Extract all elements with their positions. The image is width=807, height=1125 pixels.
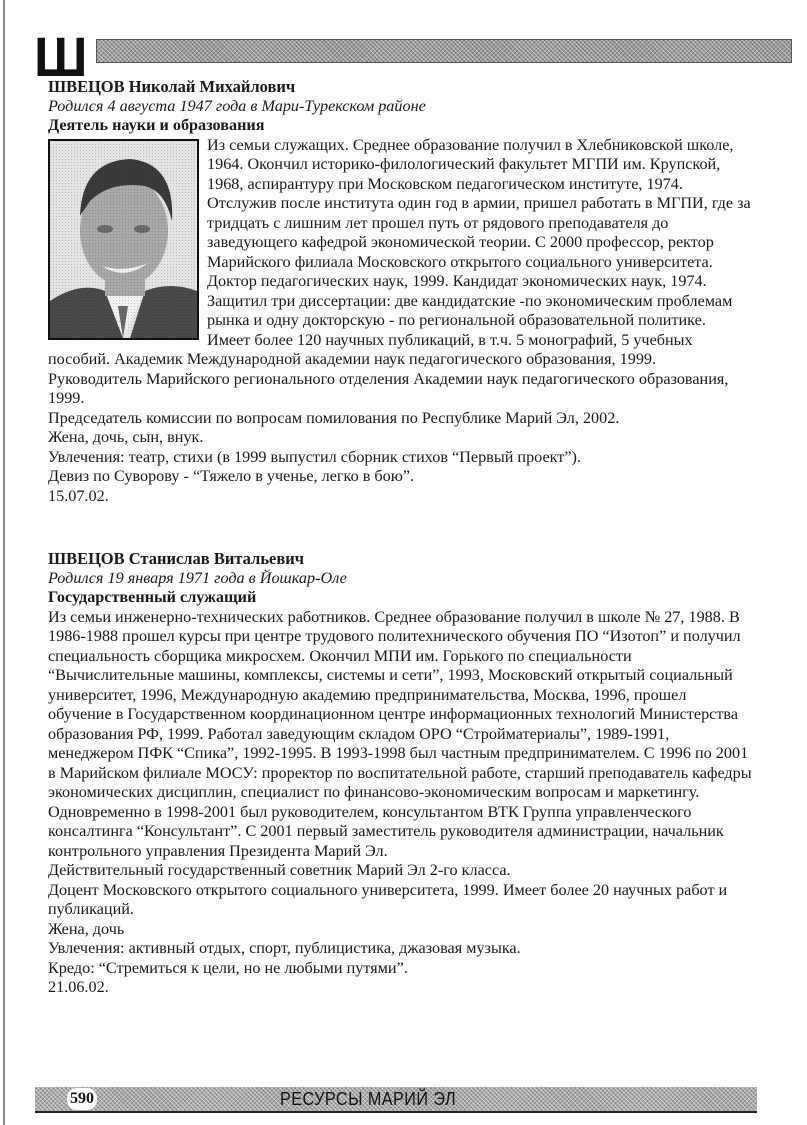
birth-info: Родился 4 августа 1947 года в Мари-Турекском районе <box>48 96 426 115</box>
bio-family: Жена, дочь <box>48 919 125 938</box>
person-role: Государственный служащий <box>48 588 257 606</box>
section-letter: Ш <box>34 25 88 88</box>
biography-entry <box>48 77 753 506</box>
bio-paragraph: Доцент Московского открытого социального университета, 1999. Имеет более 20 научных работ и публикаций. <box>48 880 728 918</box>
header-hatch-bar <box>96 39 792 63</box>
bio-paragraph: Председатель комиссии по вопросам помилования по Республике Марий Эл, 2002. <box>48 408 620 427</box>
person-role: Деятель науки и образования <box>48 116 265 134</box>
bio-paragraph: Из семьи инженерно-технических работников. Среднее образование получил в школе № 27, 1988. В 1986-1988 прошел курсы при центре трудового политехнического обучения ПО “Изотоп” и получил специальность сборщика микросхем. Окончил МПИ им. Горького по специальности “Вычислительные машины, комплексы, системы и сети”, 1993, Московский открытый социальный университет, 1996, Международную академию предпринимательства, Москва, 1996, прошел обучение в Государственном координационном центре информационных технологий Министерства образования РФ, 1999. Работал заведующим складом ОРО “Стройматериалы”, 1989-1991, менеджером ПФК “Спика”, 1992-1995. В 1993-1998 был частным предпринимателем. С 1996 по 2001 в Марийском филиале МОСУ: проректор по воспитательной работе, старший преподаватель кафедры экономических дисциплин, специалист по финансово-экономическим вопросам и маркетингу. Одновременно в 1998-2001 был руководителем, консультантом ВТК Группа управленческого консалтинга “Консультант”. С 2001 первый заместитель руководителя администрации, начальник контрольного управления Президента Марий Эл. <box>48 607 752 860</box>
footer-title: РЕСУРСЫ МАРИЙ ЭЛ <box>280 1089 457 1109</box>
bio-date: 15.07.02. <box>48 486 109 505</box>
birth-info: Родился 19 января 1971 года в Йошкар-Оле <box>48 568 347 587</box>
person-name: ШВЕЦОВ Николай Михайлович <box>48 77 296 96</box>
person-name: ШВЕЦОВ Станислав Витальевич <box>48 549 305 568</box>
bio-paragraph: Действительный государственный советник Марий Эл 2-го класса. <box>48 861 511 879</box>
scan-edge-line <box>3 0 5 1125</box>
bio-motto: Девиз по Суворову - “Тяжело в ученье, легко в бою”. <box>48 467 415 485</box>
bio-paragraph: Из семьи служащих. Среднее образование получил в Хлебниковской школе, 1964. Окончил историко-филологический факультет МГПИ им. Крупской, 1968, аспирантуру при Московском педагогическом институте, 1974. Отслужив после института один год в армии, пришел работать в МГПИ, где за тридцать с лишним лет прошел путь от рядового преподавателя до заведующего кафедрой экономической теории. С 2000 профессор, ректор Марийского филиала Московского открытого социального университета. <box>207 135 751 271</box>
page-number: 590 <box>67 1088 97 1110</box>
portrait-image-icon <box>50 141 197 338</box>
bio-paragraph: Доктор педагогических наук, 1999. Кандидат экономических наук, 1974. Защитил три диссертации: две кандидатские -по экономическим проблемам рынка и одну докторскую - по региональной образовательной политике. Имеет более 120 научных публикаций, в т.ч. 5 монографий, 5 учебных пособий. Академик Международной академии наук педагогического образования, 1999. Руководитель Марийского регионального отделения Академии наук педагогического образования, 1999. <box>48 272 733 407</box>
bio-motto: Кредо: “Стремиться к цели, но не любыми путями”. <box>48 958 408 977</box>
bio-date: 21.06.02. <box>48 978 109 996</box>
portrait-photo <box>48 139 199 340</box>
biography-entry <box>48 549 753 998</box>
bio-hobbies: Увлечения: театр, стихи (в 1999 выпустил сборник стихов “Первый проект”). <box>48 447 581 466</box>
bio-hobbies: Увлечения: активный отдых, спорт, публицистика, джазовая музыка. <box>48 939 521 957</box>
page-footer <box>35 1087 757 1117</box>
bio-family: Жена, дочь, сын, внук. <box>48 428 204 446</box>
